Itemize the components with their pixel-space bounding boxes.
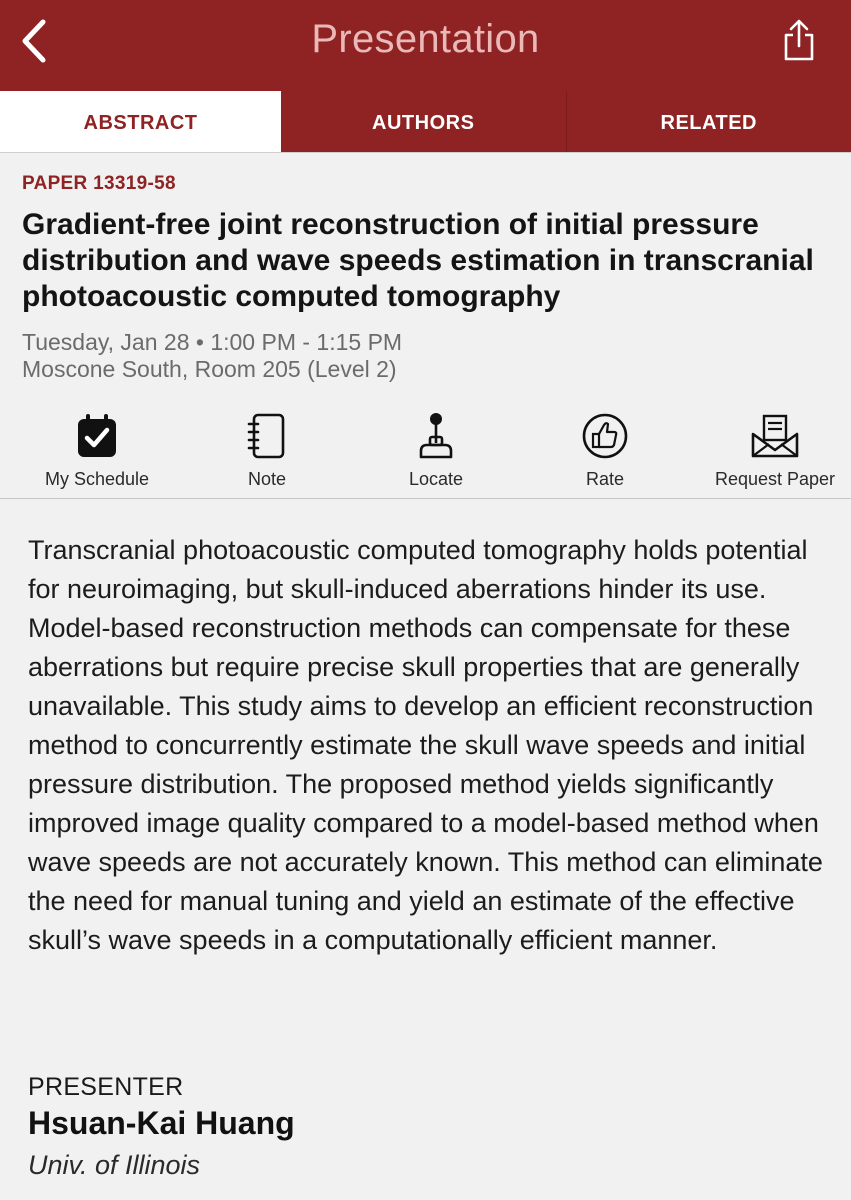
notebook-icon [245,412,289,465]
share-button[interactable] [779,20,819,66]
locate-button[interactable] [361,411,511,490]
my-schedule-button[interactable] [22,411,172,490]
my-schedule-label: My Schedule [44,469,150,489]
abstract-text: Transcranial photoacoustic computed tomography holds potential for neuroimaging, but skull-induced aberrations hinder its use. Model-based reconstruction methods can compensate for these aberrations but require precise skull properties that are generally unavailable. This study aims to develop an efficient reconstruction method to concurrently estimate the skull wave speeds and initial pressure distribution. The proposed method yields significantly improved image quality compared to a model-based method when wave speeds are not accurately known. This method can eliminate the need for manual tuning and yield an estimate of the effective skull’s wave speeds in a computationally efficient manner. [28,535,823,955]
action-bar [0,411,851,499]
tab-related[interactable]: RELATED [566,91,851,152]
rate-button[interactable] [530,411,680,490]
envelope-icon [749,412,801,465]
paper-id: PAPER 13319-58 [22,173,176,194]
presenter-name[interactable]: Hsuan-Kai Huang [28,1105,295,1141]
paper-title: Gradient-free joint reconstruction of initial pressure distribution and wave speeds estimation in transcranial photoacoustic computed tomography [22,208,814,313]
rate-label: Rate [585,469,625,489]
thumbs-up-icon [581,412,629,465]
request-paper-label: Request Paper [714,469,836,489]
session-datetime: Tuesday, Jan 28 • 1:00 PM - 1:15 PM [22,329,403,355]
tab-abstract[interactable]: ABSTRACT [0,91,281,152]
share-icon [781,19,817,68]
note-label: Note [247,469,287,489]
presenter-affiliation: Univ. of Illinois [28,1150,201,1180]
note-button[interactable] [192,411,342,490]
session-location: Moscone South, Room 205 (Level 2) [22,356,397,382]
presenter-heading: PRESENTER [28,1073,184,1101]
request-paper-button[interactable] [700,411,850,490]
tab-bar [0,91,851,153]
joystick-icon [414,411,458,466]
tab-authors[interactable]: AUTHORS [372,112,475,134]
session-info [22,329,402,383]
page-title: Presentation [311,17,540,61]
top-bar [0,0,851,91]
calendar-check-icon [75,412,119,465]
locate-label: Locate [408,469,464,489]
